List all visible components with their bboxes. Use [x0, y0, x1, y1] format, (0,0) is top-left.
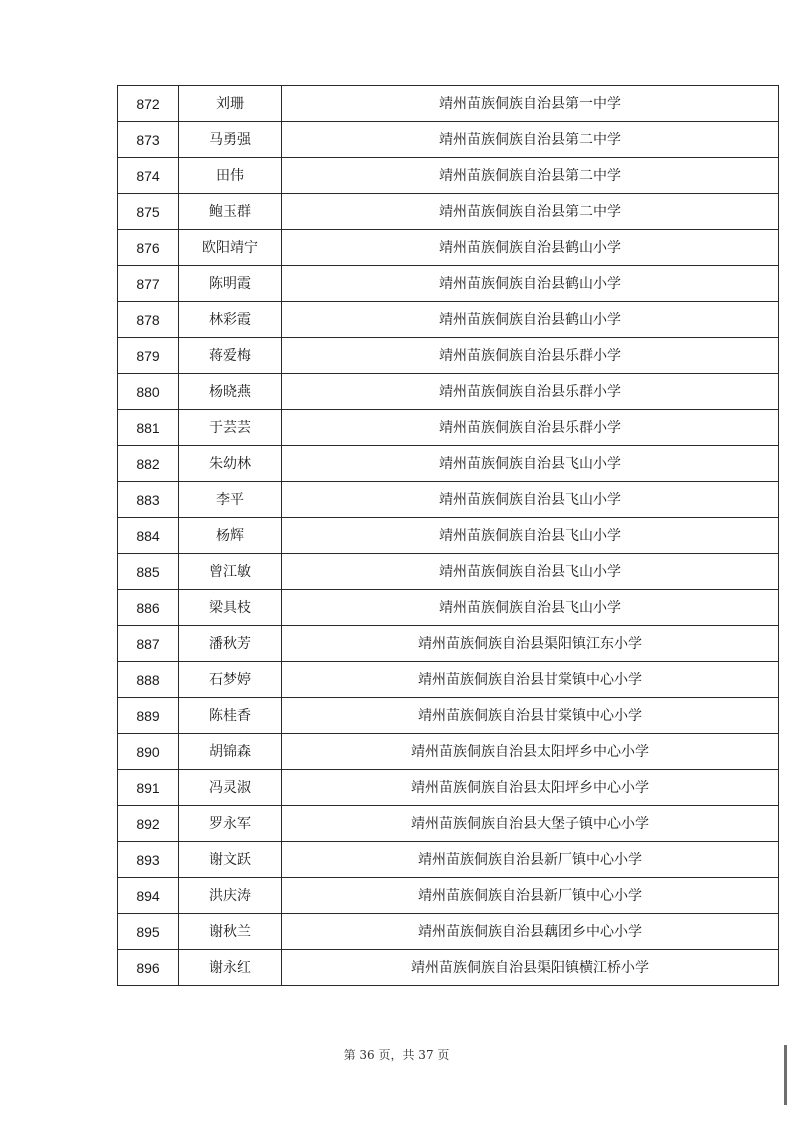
name-cell: 陈桂香: [179, 698, 282, 734]
row-number-cell: 883: [118, 482, 179, 518]
table-row: [118, 950, 779, 986]
row-number-cell: 878: [118, 302, 179, 338]
table-row: [118, 374, 779, 410]
school-cell: 靖州苗族侗族自治县飞山小学: [282, 590, 779, 626]
school-cell: 靖州苗族侗族自治县第二中学: [282, 122, 779, 158]
name-cell: 蒋爱梅: [179, 338, 282, 374]
table-row: [118, 518, 779, 554]
table-row: [118, 194, 779, 230]
table-row: [118, 806, 779, 842]
table-row: [118, 590, 779, 626]
table-row: [118, 878, 779, 914]
table-row: [118, 626, 779, 662]
page-footer: 第 36 页，共 37 页: [343, 1048, 450, 1062]
table-row: [118, 302, 779, 338]
row-number-cell: 895: [118, 914, 179, 950]
school-cell: 靖州苗族侗族自治县渠阳镇江东小学: [282, 626, 779, 662]
row-number-cell: 880: [118, 374, 179, 410]
table-row: [118, 770, 779, 806]
school-cell: 靖州苗族侗族自治县乐群小学: [282, 374, 779, 410]
name-cell: 朱幼林: [179, 446, 282, 482]
school-cell: 靖州苗族侗族自治县太阳坪乡中心小学: [282, 770, 779, 806]
table-row: [118, 410, 779, 446]
table-row: [118, 338, 779, 374]
row-number-cell: 872: [118, 86, 179, 122]
name-cell: 鲍玉群: [179, 194, 282, 230]
name-cell: 李平: [179, 482, 282, 518]
row-number-cell: 887: [118, 626, 179, 662]
row-number-cell: 877: [118, 266, 179, 302]
school-cell: 靖州苗族侗族自治县大堡子镇中心小学: [282, 806, 779, 842]
school-cell: 靖州苗族侗族自治县飞山小学: [282, 446, 779, 482]
table-row: [118, 662, 779, 698]
school-cell: 靖州苗族侗族自治县新厂镇中心小学: [282, 878, 779, 914]
roster-table-body: [118, 86, 779, 986]
table-row: [118, 734, 779, 770]
table-row: [118, 86, 779, 122]
name-cell: 杨辉: [179, 518, 282, 554]
table-row: [118, 230, 779, 266]
table-row: [118, 446, 779, 482]
roster-table: [117, 85, 779, 986]
name-cell: 洪庆涛: [179, 878, 282, 914]
table-row: [118, 914, 779, 950]
name-cell: 陈明霞: [179, 266, 282, 302]
name-cell: 谢秋兰: [179, 914, 282, 950]
school-cell: 靖州苗族侗族自治县飞山小学: [282, 482, 779, 518]
row-number-cell: 875: [118, 194, 179, 230]
school-cell: 靖州苗族侗族自治县鹤山小学: [282, 230, 779, 266]
row-number-cell: 885: [118, 554, 179, 590]
name-cell: 石梦婷: [179, 662, 282, 698]
row-number-cell: 876: [118, 230, 179, 266]
name-cell: 林彩霞: [179, 302, 282, 338]
row-number-cell: 881: [118, 410, 179, 446]
table-row: [118, 122, 779, 158]
row-number-cell: 886: [118, 590, 179, 626]
name-cell: 曾江敏: [179, 554, 282, 590]
row-number-cell: 888: [118, 662, 179, 698]
scan-edge-mark: [784, 1045, 787, 1105]
school-cell: 靖州苗族侗族自治县第二中学: [282, 194, 779, 230]
school-cell: 靖州苗族侗族自治县藕团乡中心小学: [282, 914, 779, 950]
school-cell: 靖州苗族侗族自治县新厂镇中心小学: [282, 842, 779, 878]
table-row: [118, 266, 779, 302]
row-number-cell: 884: [118, 518, 179, 554]
school-cell: 靖州苗族侗族自治县鹤山小学: [282, 266, 779, 302]
table-row: [118, 158, 779, 194]
table-row: [118, 554, 779, 590]
row-number-cell: 896: [118, 950, 179, 986]
name-cell: 梁具枝: [179, 590, 282, 626]
row-number-cell: 891: [118, 770, 179, 806]
row-number-cell: 874: [118, 158, 179, 194]
row-number-cell: 879: [118, 338, 179, 374]
school-cell: 靖州苗族侗族自治县飞山小学: [282, 518, 779, 554]
school-cell: 靖州苗族侗族自治县渠阳镇横江桥小学: [282, 950, 779, 986]
name-cell: 田伟: [179, 158, 282, 194]
name-cell: 欧阳靖宁: [179, 230, 282, 266]
name-cell: 潘秋芳: [179, 626, 282, 662]
school-cell: 靖州苗族侗族自治县太阳坪乡中心小学: [282, 734, 779, 770]
table-row: [118, 698, 779, 734]
row-number-cell: 889: [118, 698, 179, 734]
school-cell: 靖州苗族侗族自治县飞山小学: [282, 554, 779, 590]
name-cell: 杨晓燕: [179, 374, 282, 410]
row-number-cell: 893: [118, 842, 179, 878]
name-cell: 于芸芸: [179, 410, 282, 446]
row-number-cell: 890: [118, 734, 179, 770]
table-row: [118, 842, 779, 878]
school-cell: 靖州苗族侗族自治县甘棠镇中心小学: [282, 662, 779, 698]
school-cell: 靖州苗族侗族自治县第二中学: [282, 158, 779, 194]
name-cell: 谢永红: [179, 950, 282, 986]
name-cell: 胡锦森: [179, 734, 282, 770]
school-cell: 靖州苗族侗族自治县第一中学: [282, 86, 779, 122]
name-cell: 冯灵淑: [179, 770, 282, 806]
row-number-cell: 882: [118, 446, 179, 482]
school-cell: 靖州苗族侗族自治县甘棠镇中心小学: [282, 698, 779, 734]
name-cell: 马勇强: [179, 122, 282, 158]
row-number-cell: 892: [118, 806, 179, 842]
school-cell: 靖州苗族侗族自治县乐群小学: [282, 338, 779, 374]
name-cell: 谢文跃: [179, 842, 282, 878]
school-cell: 靖州苗族侗族自治县乐群小学: [282, 410, 779, 446]
school-cell: 靖州苗族侗族自治县鹤山小学: [282, 302, 779, 338]
name-cell: 刘珊: [179, 86, 282, 122]
name-cell: 罗永军: [179, 806, 282, 842]
table-row: [118, 482, 779, 518]
row-number-cell: 873: [118, 122, 179, 158]
row-number-cell: 894: [118, 878, 179, 914]
